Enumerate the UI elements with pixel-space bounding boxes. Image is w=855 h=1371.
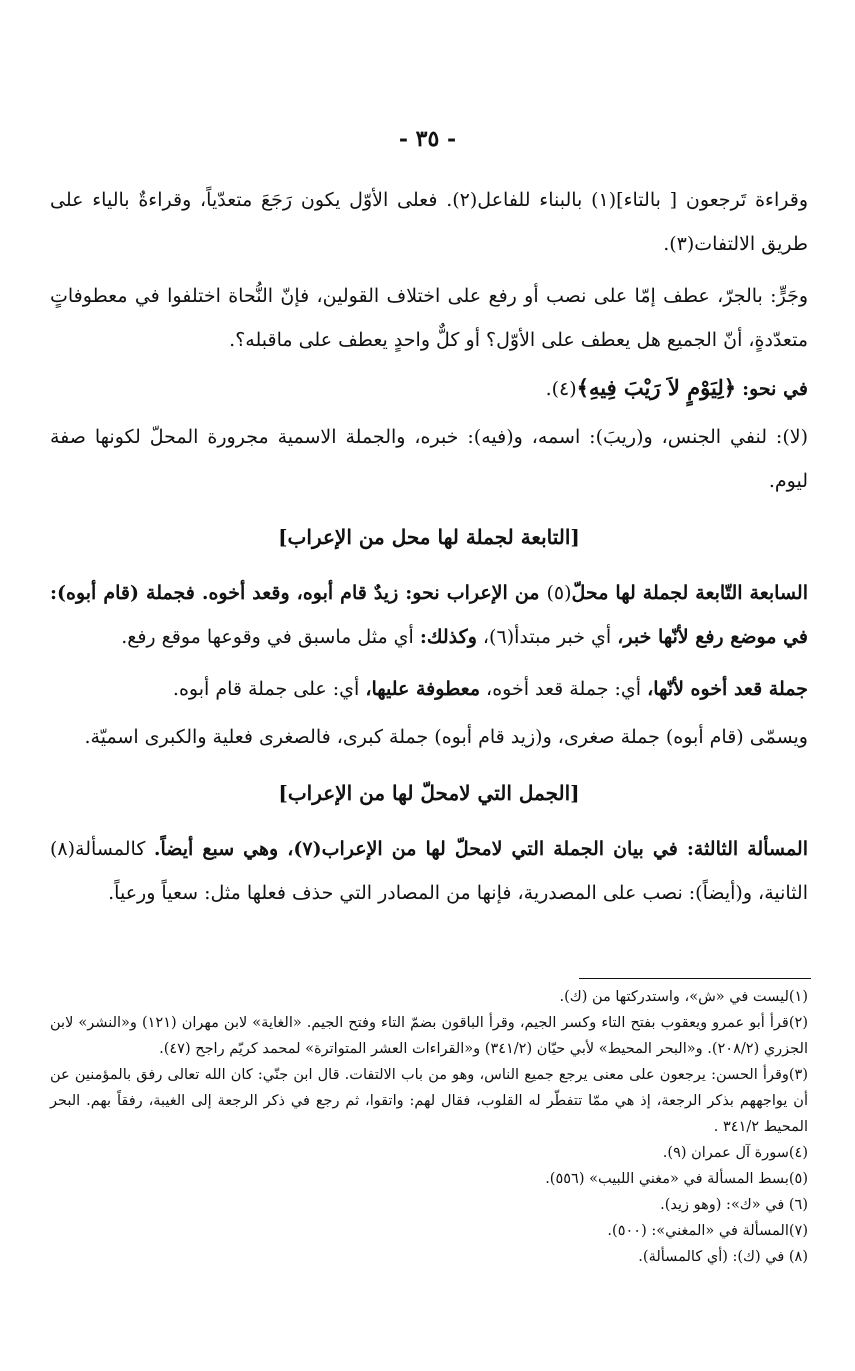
footnote-divider [579,978,811,979]
main-text [50,178,808,923]
quran-verse: ﴿لِيَوْمٍ لاَ رَيْبَ فِيهِ﴾ [576,375,737,400]
example-lead: في نحو: [742,378,808,400]
qaad-plain-1: أي: جملة قعد أخوه، [480,678,648,700]
paragraph-sabia [50,571,808,659]
footnote-3: (٣)وقرأ الحسن: يرجعون على معنى يرجع جميع الناس، وهو من باب الالتفات. قال ابن جنّي: كان الله تعالى رفق بالمؤمنين عن أن يواجههم بذكر الرجعة، إذ هي ممّا تتفطّر له القلوب، فقال لهم: واتقوا، ثم رجع في ذكر الرجعة إلى الغيبة، رفقاً بهم. البحر المحيط ٣٤١/٢ . [50,1067,808,1135]
footnote-ref-4: (٤). [545,378,577,400]
paragraph-qaad [50,667,808,711]
section-heading-la-mahall: [الجمل التي لامحلّ لها من الإعراب] [278,781,580,805]
paragraph-la: (لا): لنفي الجنس، و(ريبَ): اسمه، و(فيه): خبره، والجملة الاسمية مجرورة المحلّ لكونها صفة ليوم. [50,426,808,492]
footnote-7: (٧)المسألة في «المغني»: (٥٠٠). [607,1223,808,1239]
footnote-4: (٤)سورة آل عمران (٩). [662,1145,808,1161]
sabia-bold-2: من الإعراب نحو: زيدٌ قام أبوه، وقعد أخوه. فجملة (قام أبوه): في موضع رفع لأنّها خبر، [50,582,808,648]
sabia-bold-1: السابعة التّابعة لجملة لها محلّ [571,582,808,604]
qaad-bold-1: جملة قعد أخوه لأنّها، [647,678,808,700]
footnote-1: (١)ليست في «ش»، واستدركتها من (ك). [559,989,808,1005]
footnote-6: (٦) في «ك»: (وهو زيد). [660,1197,808,1213]
sabia-plain-1: أي خبر مبتدأ(٦)، [476,626,618,648]
section-heading-tabia: [التابعة لجملة لها محل من الإعراب] [278,525,580,549]
sabia-plain-2: أي مثل ماسبق في وقوعها موقع رفع. [121,626,420,648]
footnote-5: (٥)بسط المسألة في «مغني اللبيب» (٥٥٦). [545,1171,808,1187]
paragraph-qiraat: وقراءة تَرجعون [ بالتاء](١) بالبناء للفاعل(٢). فعلى الأوّل يكون رَجَعَ متعدّياً، وقراءةٌ بالياء على طريق الالتفات(٣). [50,189,808,255]
page-number: - ٣٥ - [398,126,457,152]
paragraph-jarr: وجَرٍّ: بالجرّ، عطف إمّا على نصب أو رفع على اختلاف القولين، فإنّ النُّحاة اختلفوا في معطوفاتٍ متعدّدةٍ، أنّ الجميع هل يعطف على الأوّل؟ أو كلٌّ واحدٍ يعطف على ماقبله؟. [50,285,808,351]
masala-plain-1: كالمسألة(٨) الثانية، و(أيضاً): نصب على المصدرية، فإنها من المصادر التي حذف فعلها مثل: سعياً ورعياً. [50,838,808,904]
paragraph-sughra-kubra: ويسمّى (قام أبوه) جملة صغرى، و(زيد قام أبوه) جملة كبرى، فالصغرى فعلية والكبرى اسميّة. [84,726,808,748]
footnote-2: (٢)قرأ أبو عمرو ويعقوب بفتح التاء وكسر الجيم، وقرأ الباقون بضمّ التاء وفتح الجيم. «الغاية» لابن مهران (١٢١) و«النشر» لابن الجزري (٢٠٨/٢). و«البحر المحيط» لأبي حيّان (٣٤١/٢) و«القراءات العشر المتواترة» لمحمد كريّم راجح (٤٧). [50,1015,808,1057]
footnotes [50,984,808,1270]
paragraph-masala [50,827,808,915]
footnote-ref-5: (٥) [546,582,572,604]
qaad-bold-2: معطوفة عليها، [365,678,481,700]
footnote-8: (٨) في (ك): (أي كالمسألة). [638,1249,808,1265]
qaad-plain-2: أي: على جملة قام أبوه. [172,678,366,700]
masala-bold-1: المسألة الثالثة: في بيان الجملة التي لامحلّ لها من الإعراب(٧)، وهي سبع أيضاً. [153,838,808,860]
sabia-bold-3: وكذلك: [419,626,477,648]
paragraph-example [50,366,808,411]
